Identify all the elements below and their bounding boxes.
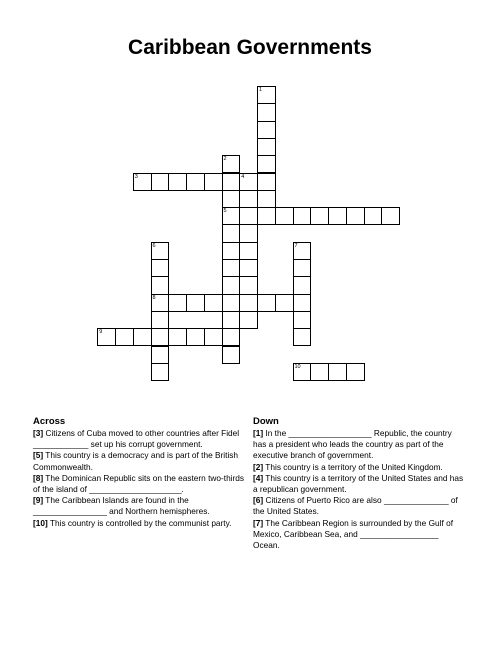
clue-text: The Dominican Republic sits on the eastern two-thirds of the island of ____________________. bbox=[33, 472, 245, 495]
grid-cell[interactable] bbox=[151, 311, 170, 329]
clue-item bbox=[33, 518, 245, 529]
grid-cell[interactable] bbox=[346, 207, 365, 225]
grid-cell[interactable] bbox=[293, 363, 312, 381]
grid-cell[interactable] bbox=[151, 259, 170, 277]
grid-cell[interactable] bbox=[239, 173, 258, 191]
grid-cell[interactable] bbox=[239, 207, 258, 225]
grid-cell[interactable] bbox=[151, 346, 170, 364]
grid-cell[interactable] bbox=[222, 259, 241, 277]
clue-item bbox=[253, 495, 465, 517]
clue-number: 10 bbox=[294, 363, 301, 370]
grid-cell[interactable] bbox=[381, 207, 400, 225]
grid-cell[interactable] bbox=[275, 207, 294, 225]
grid-cell[interactable] bbox=[115, 328, 134, 346]
grid-cell[interactable] bbox=[239, 259, 258, 277]
clue-label: [4] bbox=[253, 472, 264, 483]
grid-cell[interactable] bbox=[204, 294, 223, 312]
clue-label: [1] bbox=[253, 428, 264, 438]
across-clues bbox=[33, 416, 245, 529]
grid-cell[interactable] bbox=[328, 207, 347, 225]
clue-text: This country is a territory of the United States and has a republican government. bbox=[253, 472, 464, 495]
clue-label: [10] bbox=[33, 517, 48, 528]
grid-cell[interactable] bbox=[151, 173, 170, 191]
clue-text: This country is controlled by the communist party. bbox=[47, 517, 232, 528]
grid-cell[interactable] bbox=[222, 173, 241, 191]
clue-label: [3] bbox=[33, 428, 44, 438]
grid-cell[interactable] bbox=[222, 224, 241, 242]
grid-cell[interactable] bbox=[239, 190, 258, 208]
across-heading: Across bbox=[33, 416, 66, 427]
grid-cell[interactable] bbox=[239, 242, 258, 260]
clue-item bbox=[253, 473, 465, 495]
clue-number: 6 bbox=[152, 242, 156, 249]
down-clues bbox=[253, 416, 465, 551]
grid-cell[interactable] bbox=[222, 328, 241, 346]
grid-cell[interactable] bbox=[222, 276, 241, 294]
grid-cell[interactable] bbox=[239, 276, 258, 294]
grid-cell[interactable] bbox=[151, 294, 170, 312]
grid-cell[interactable] bbox=[293, 242, 312, 260]
grid-cell[interactable] bbox=[257, 294, 276, 312]
grid-cell[interactable] bbox=[222, 155, 241, 173]
grid-cell[interactable] bbox=[222, 294, 241, 312]
clue-label: [9] bbox=[33, 495, 44, 506]
clue-number: 4 bbox=[241, 173, 245, 180]
clue-item bbox=[33, 450, 245, 472]
clue-text: Citizens of Cuba moved to other countries after Fidel ____________ set up his corrupt government. bbox=[33, 428, 240, 450]
clue-number: 9 bbox=[99, 329, 103, 336]
clue-text: Citizens of Puerto Rico are also ______________ of the United States. bbox=[253, 495, 458, 517]
grid-cell[interactable] bbox=[239, 224, 258, 242]
grid-cell[interactable] bbox=[97, 328, 116, 346]
grid-cell[interactable] bbox=[222, 242, 241, 260]
grid-cell[interactable] bbox=[133, 173, 152, 191]
grid-cell[interactable] bbox=[151, 242, 170, 260]
grid-cell[interactable] bbox=[257, 103, 276, 121]
grid-cell[interactable] bbox=[204, 173, 223, 191]
clue-item bbox=[253, 462, 465, 473]
clue-number: 7 bbox=[294, 242, 298, 249]
clue-text: The Caribbean Islands are found in the ________________ and Northern hemispheres. bbox=[33, 495, 210, 517]
grid-cell[interactable] bbox=[151, 276, 170, 294]
grid-cell[interactable] bbox=[293, 259, 312, 277]
clue-label: [8] bbox=[33, 472, 44, 483]
grid-cell[interactable] bbox=[239, 311, 258, 329]
grid-cell[interactable] bbox=[168, 173, 187, 191]
clue-number: 8 bbox=[152, 294, 156, 301]
grid-cell[interactable] bbox=[222, 207, 241, 225]
clue-item bbox=[33, 473, 245, 495]
grid-cell[interactable] bbox=[257, 86, 276, 104]
grid-cell[interactable] bbox=[186, 328, 205, 346]
grid-cell[interactable] bbox=[257, 190, 276, 208]
grid-cell[interactable] bbox=[293, 294, 312, 312]
grid-cell[interactable] bbox=[133, 328, 152, 346]
clue-label: [7] bbox=[253, 517, 264, 528]
grid-cell[interactable] bbox=[364, 207, 383, 225]
clue-number: 1 bbox=[259, 87, 263, 93]
grid-cell[interactable] bbox=[328, 363, 347, 381]
grid-cell[interactable] bbox=[293, 207, 312, 225]
grid-cell[interactable] bbox=[168, 328, 187, 346]
clue-text: The Caribbean Region is surrounded by the Gulf of Mexico, Caribbean Sea, and _________________ Ocean. bbox=[253, 517, 454, 551]
clue-label: [5] bbox=[33, 450, 44, 461]
grid-cell[interactable] bbox=[151, 363, 170, 381]
puzzle-title: Caribbean Governments bbox=[128, 36, 372, 59]
clue-item bbox=[253, 428, 465, 462]
grid-cell[interactable] bbox=[257, 207, 276, 225]
grid-cell[interactable] bbox=[239, 294, 258, 312]
grid-cell[interactable] bbox=[168, 294, 187, 312]
clue-number: 5 bbox=[223, 208, 227, 215]
clue-label: [6] bbox=[253, 495, 264, 506]
clue-number: 3 bbox=[134, 173, 138, 180]
grid-cell[interactable] bbox=[257, 138, 276, 156]
grid-cell[interactable] bbox=[186, 294, 205, 312]
clue-text: In the __________________ Republic, the country has a president who leads the country as part of the executive branch of government. bbox=[253, 428, 452, 461]
grid-cell[interactable] bbox=[257, 121, 276, 139]
grid-cell[interactable] bbox=[222, 346, 241, 364]
grid-cell[interactable] bbox=[275, 294, 294, 312]
grid-cell[interactable] bbox=[222, 190, 241, 208]
grid-cell[interactable] bbox=[257, 173, 276, 191]
clue-number: 2 bbox=[223, 156, 227, 163]
grid-cell[interactable] bbox=[346, 363, 365, 381]
grid-cell[interactable] bbox=[222, 311, 241, 329]
clue-text: This country is a democracy and is part of the British Commonwealth. bbox=[33, 450, 239, 472]
grid-cell[interactable] bbox=[310, 363, 329, 381]
grid-cell[interactable] bbox=[151, 328, 170, 346]
grid-cell[interactable] bbox=[293, 328, 312, 346]
grid-cell[interactable] bbox=[186, 173, 205, 191]
clue-item bbox=[33, 495, 245, 517]
clue-item bbox=[253, 518, 465, 552]
grid-cell[interactable] bbox=[204, 328, 223, 346]
clue-text: This country is a territory of the United Kingdom. bbox=[263, 461, 443, 472]
grid-cell[interactable] bbox=[310, 207, 329, 225]
grid-cell[interactable] bbox=[257, 155, 276, 173]
clue-item bbox=[33, 428, 245, 450]
down-heading: Down bbox=[253, 416, 279, 427]
clue-label: [2] bbox=[253, 461, 264, 472]
grid-cell[interactable] bbox=[293, 311, 312, 329]
grid-cell[interactable] bbox=[293, 276, 312, 294]
